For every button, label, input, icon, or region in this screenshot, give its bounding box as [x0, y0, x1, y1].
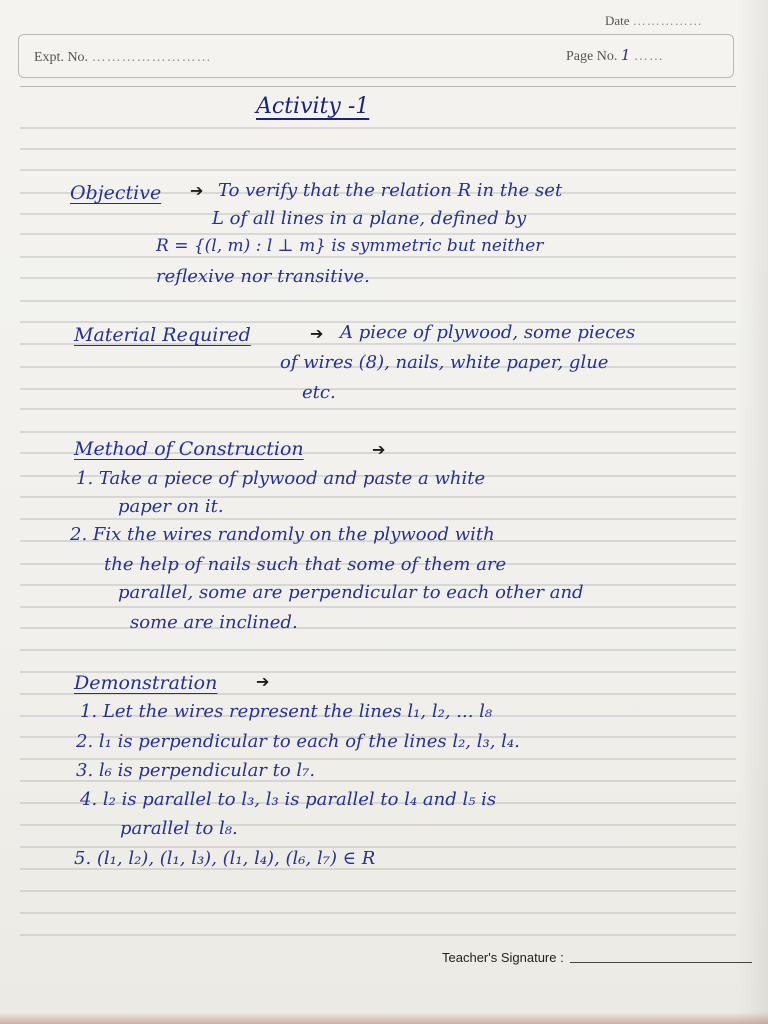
demonstration-line-4: 4. l₂ is parallel to l₃, l₃ is parallel to l₄ and l₅ is	[80, 789, 497, 810]
method-line-4: the help of nails such that some of them are	[104, 554, 507, 575]
method-line-5: parallel, some are perpendicular to each other and	[118, 582, 584, 603]
expt-dots: ……………………	[91, 50, 212, 65]
material-line-3: etc.	[302, 382, 336, 403]
signature-label: Teacher's Signature :	[442, 950, 564, 965]
method-line-3: 2. Fix the wires randomly on the plywood with	[70, 524, 495, 545]
date-label: Date	[605, 13, 630, 28]
demonstration-line-1: 1. Let the wires represent the lines l₁, l₂, ... l₈	[80, 701, 493, 722]
page-no-value: 1	[620, 46, 631, 64]
right-arrow-icon: ➔	[190, 181, 204, 200]
objective-line-2: L of all lines in a plane, defined by	[212, 208, 527, 229]
method-line-2: paper on it.	[118, 496, 224, 517]
page-bottom-edge	[0, 1012, 768, 1024]
demonstration-heading: Demonstration	[74, 672, 218, 694]
method-line-6: some are inclined.	[130, 612, 298, 633]
demonstration-line-3: 3. l₆ is perpendicular to l₇.	[76, 760, 316, 781]
right-arrow-icon: ➔	[310, 324, 324, 343]
material-line-1: A piece of plywood, some pieces	[340, 322, 636, 343]
expt-field	[34, 50, 212, 66]
page-no-dots: ……	[633, 49, 664, 64]
objective-line-3: R = {(l, m) : l ⊥ m} is symmetric but neither	[156, 236, 544, 256]
page-title: Activity -1	[256, 94, 370, 119]
page-no-label: Page No.	[566, 49, 618, 64]
right-arrow-icon: ➔	[256, 672, 270, 691]
objective-line-1: To verify that the relation R in the set	[218, 180, 563, 201]
method-line-1: 1. Take a piece of plywood and paste a white	[76, 468, 486, 489]
material-line-2: of wires (8), nails, white paper, glue	[280, 352, 609, 373]
page-no-field	[566, 46, 664, 65]
material-label: Material Required	[74, 324, 251, 346]
objective-label: Objective	[70, 182, 162, 204]
objective-line-4: reflexive nor transitive.	[156, 266, 370, 287]
demonstration-line-2: 2. l₁ is perpendicular to each of the lines l₂, l₃, l₄.	[76, 731, 520, 752]
method-heading: Method of Construction	[74, 438, 304, 460]
demonstration-line-5: parallel to l₈.	[120, 818, 238, 839]
demonstration-line-6: 5. (l₁, l₂), (l₁, l₃), (l₁, l₄), (l₆, l₇) ∈ R	[74, 848, 376, 869]
date-dots: ……………	[632, 13, 703, 28]
expt-label: Expt. No.	[34, 50, 89, 65]
page-shadow	[738, 0, 768, 1024]
right-arrow-icon: ➔	[372, 440, 386, 459]
date-field	[605, 13, 703, 29]
signature-line	[570, 962, 752, 963]
